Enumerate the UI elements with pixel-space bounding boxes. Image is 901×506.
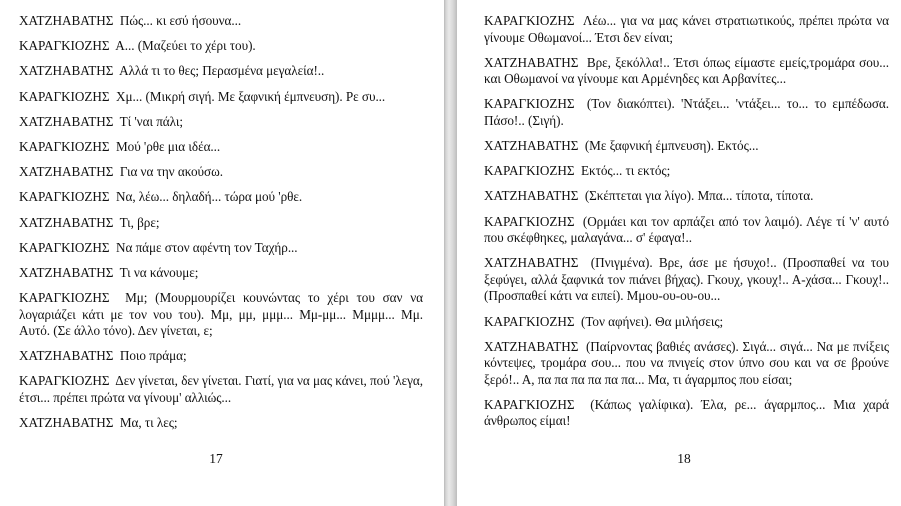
dialogue-text: Χμ... (Μικρή σιγή. Με ξαφνική έμπνευση). Ρε συ... xyxy=(115,88,386,104)
dialogue-line xyxy=(484,214,889,247)
dialogue-line xyxy=(19,240,423,257)
dialogue-line xyxy=(484,397,889,430)
speaker-name: ΚΑΡΑΓΚΙΟΖΗΣ xyxy=(19,138,110,154)
speaker-name: ΚΑΡΑΓΚΙΟΖΗΣ xyxy=(19,373,110,389)
right-page xyxy=(457,0,901,506)
speaker-name: ΚΑΡΑΓΚΙΟΖΗΣ xyxy=(484,163,575,179)
speaker-name: ΚΑΡΑΓΚΙΟΖΗΣ xyxy=(19,290,110,306)
dialogue-line xyxy=(19,164,423,181)
dialogue-text: (Πνιγμένα). Βρε, άσε με ήσυχο!.. (Προσπαθεί να του ξεφύγει, αλλά ξαφνικά τον πιάνει βήχας). Γκουχ, γκουχ!.. Α-χάσα... Γκουχ!.. (Προσπαθεί κάτι να ειπεί). Μμου-ου-ου-ου... xyxy=(484,255,889,304)
dialogue-line xyxy=(19,215,423,232)
dialogue-text: Μμ; (Μουρμουρίζει κουνώντας το χέρι του σαν να λογαριάζει κάτι με τον νου του). Μμ, μμ, μμμ... Μμ-μμ... Μμμμ... Μμ. Αυτό. (Σε άλλο τόνο). Δεν γίνεται, ε; xyxy=(19,290,423,339)
dialogue-line xyxy=(484,255,889,305)
speaker-name: ΧΑΤΖΗΑΒΑΤΗΣ xyxy=(484,338,579,354)
dialogue-text: Λέω... για να μας κάνει στρατιωτικούς, πρέπει πρώτα να γίνουμε Οθωμανοί... Έτσι δεν είναι; xyxy=(484,13,890,45)
speaker-name: ΚΑΡΑΓΚΙΟΖΗΣ xyxy=(484,313,575,329)
speaker-name: ΧΑΤΖΗΑΒΑΤΗΣ xyxy=(484,255,579,271)
speaker-name: ΧΑΤΖΗΑΒΑΤΗΣ xyxy=(484,54,579,70)
dialogue-line xyxy=(19,114,423,131)
speaker-name: ΧΑΤΖΗΑΒΑΤΗΣ xyxy=(19,415,114,431)
dialogue-line xyxy=(19,373,423,406)
dialogue-text: (Ορμάει και τον αρπάζει από τον λαιμό). Λέγε τί 'ν' αυτό που σκέφθηκες, μαλαγάνα... σ' έφαγα!.. xyxy=(484,213,889,246)
speaker-name: ΚΑΡΑΓΚΙΟΖΗΣ xyxy=(484,96,575,112)
speaker-name: ΚΑΡΑΓΚΙΟΖΗΣ xyxy=(19,88,110,104)
page-number-left: 17 xyxy=(209,451,223,466)
dialogue-line xyxy=(19,38,423,55)
speaker-name: ΧΑΤΖΗΑΒΑΤΗΣ xyxy=(19,113,114,129)
speaker-name: ΧΑΤΖΗΑΒΑΤΗΣ xyxy=(19,264,114,280)
dialogue-line xyxy=(19,13,423,30)
dialogue-line xyxy=(484,163,889,180)
dialogue-line xyxy=(484,314,889,331)
page-gutter xyxy=(444,0,457,506)
dialogue-text: Τι, βρε; xyxy=(119,214,160,230)
dialogue-line xyxy=(19,139,423,156)
dialogue-line xyxy=(19,89,423,106)
dialogue-text: Τί 'ναι πάλι; xyxy=(119,113,183,129)
dialogue-text: Δεν γίνεται, δεν γίνεται. Γιατί, για να μας κάνει, πού 'λεγα, έτσι... πρέπει πρώτα να γίνουμ' αλλιώς... xyxy=(19,373,423,405)
dialogue-text: Μα, τι λες; xyxy=(119,415,178,431)
speaker-name: ΧΑΤΖΗΑΒΑΤΗΣ xyxy=(19,63,114,79)
speaker-name: ΧΑΤΖΗΑΒΑΤΗΣ xyxy=(484,188,579,204)
dialogue-line xyxy=(19,348,423,365)
speaker-name: ΧΑΤΖΗΑΒΑΤΗΣ xyxy=(19,13,114,28)
dialogue-text: Μού 'ρθε μια ιδέα... xyxy=(115,138,221,154)
left-page xyxy=(0,0,444,506)
dialogue-line xyxy=(484,55,889,88)
dialogue-line xyxy=(484,138,889,155)
dialogue-line xyxy=(19,189,423,206)
left-page-text xyxy=(19,13,423,440)
speaker-name: ΚΑΡΑΓΚΙΟΖΗΣ xyxy=(19,38,110,54)
speaker-name: ΚΑΡΑΓΚΙΟΖΗΣ xyxy=(19,189,110,205)
page-number-right: 18 xyxy=(677,451,691,466)
dialogue-text: Να πάμε στον αφέντη τον Ταχήρ... xyxy=(115,239,298,255)
dialogue-text: Αλλά τι το θες; Περασμένα μεγαλεία!.. xyxy=(119,63,325,79)
speaker-name: ΚΑΡΑΓΚΙΟΖΗΣ xyxy=(484,396,575,412)
dialogue-line xyxy=(484,96,889,129)
dialogue-text: Τι να κάνουμε; xyxy=(119,264,199,280)
dialogue-text: (Παίρνοντας βαθιές ανάσες). Σιγά... σιγά... Να με πνίξεις κόντεψες, τρομάρα σου... που να πνιγείς στον ύπνο σου και να σε βρούνε ξερό!.. Α, πα πα πα πα πα πα... Μα, τι άγαρμπος που είσαι; xyxy=(484,338,889,387)
dialogue-line xyxy=(19,265,423,282)
dialogue-text: (Σκέπτεται για λίγο). Μπα... τίποτα, τίποτα. xyxy=(584,188,814,204)
dialogue-line xyxy=(484,13,889,46)
dialogue-text: Να, λέω... δηλαδή... τώρα μού 'ρθε. xyxy=(115,189,303,205)
dialogue-text: Α... (Μαζεύει το χέρι του). xyxy=(115,38,256,54)
speaker-name: ΧΑΤΖΗΑΒΑΤΗΣ xyxy=(484,138,579,154)
dialogue-line xyxy=(19,63,423,80)
dialogue-text: (Κάπως γαλίφικα). Έλα, ρε... άγαρμπος... Μια χαρά άνθρωπος είμαι! xyxy=(484,396,889,429)
dialogue-text: (Με ξαφνική έμπνευση). Εκτός... xyxy=(584,138,759,154)
dialogue-line xyxy=(19,290,423,340)
dialogue-text: Εκτός... τι εκτός; xyxy=(580,163,671,179)
speaker-name: ΧΑΤΖΗΑΒΑΤΗΣ xyxy=(19,164,114,180)
speaker-name: ΧΑΤΖΗΑΒΑΤΗΣ xyxy=(19,214,114,230)
speaker-name: ΚΑΡΑΓΚΙΟΖΗΣ xyxy=(484,213,575,229)
dialogue-line xyxy=(484,339,889,389)
dialogue-text: (Τον αφήνει). Θα μιλήσεις; xyxy=(580,313,724,329)
speaker-name: ΚΑΡΑΓΚΙΟΖΗΣ xyxy=(19,239,110,255)
dialogue-text: (Τον διακόπτει). 'Ντάξει... 'ντάξει... το... το εμπέδωσα. Πάσο!.. (Σιγή). xyxy=(484,96,889,128)
dialogue-text: Ποιο πράμα; xyxy=(119,348,187,364)
dialogue-line xyxy=(19,415,423,432)
right-page-text xyxy=(484,13,889,439)
dialogue-text: Βρε, ξεκόλλα!.. Έτσι όπως είμαστε εμείς,τρομάρα σου... και Οθωμανοί να γίνουμε και Αρμένηδες και Αρβανίτες... xyxy=(484,54,889,87)
speaker-name: ΧΑΤΖΗΑΒΑΤΗΣ xyxy=(19,348,114,364)
dialogue-text: Πώς... κι εσύ ήσουνα... xyxy=(119,13,242,28)
speaker-name: ΚΑΡΑΓΚΙΟΖΗΣ xyxy=(484,13,575,28)
dialogue-text: Για να την ακούσω. xyxy=(119,164,223,180)
dialogue-line xyxy=(484,188,889,205)
